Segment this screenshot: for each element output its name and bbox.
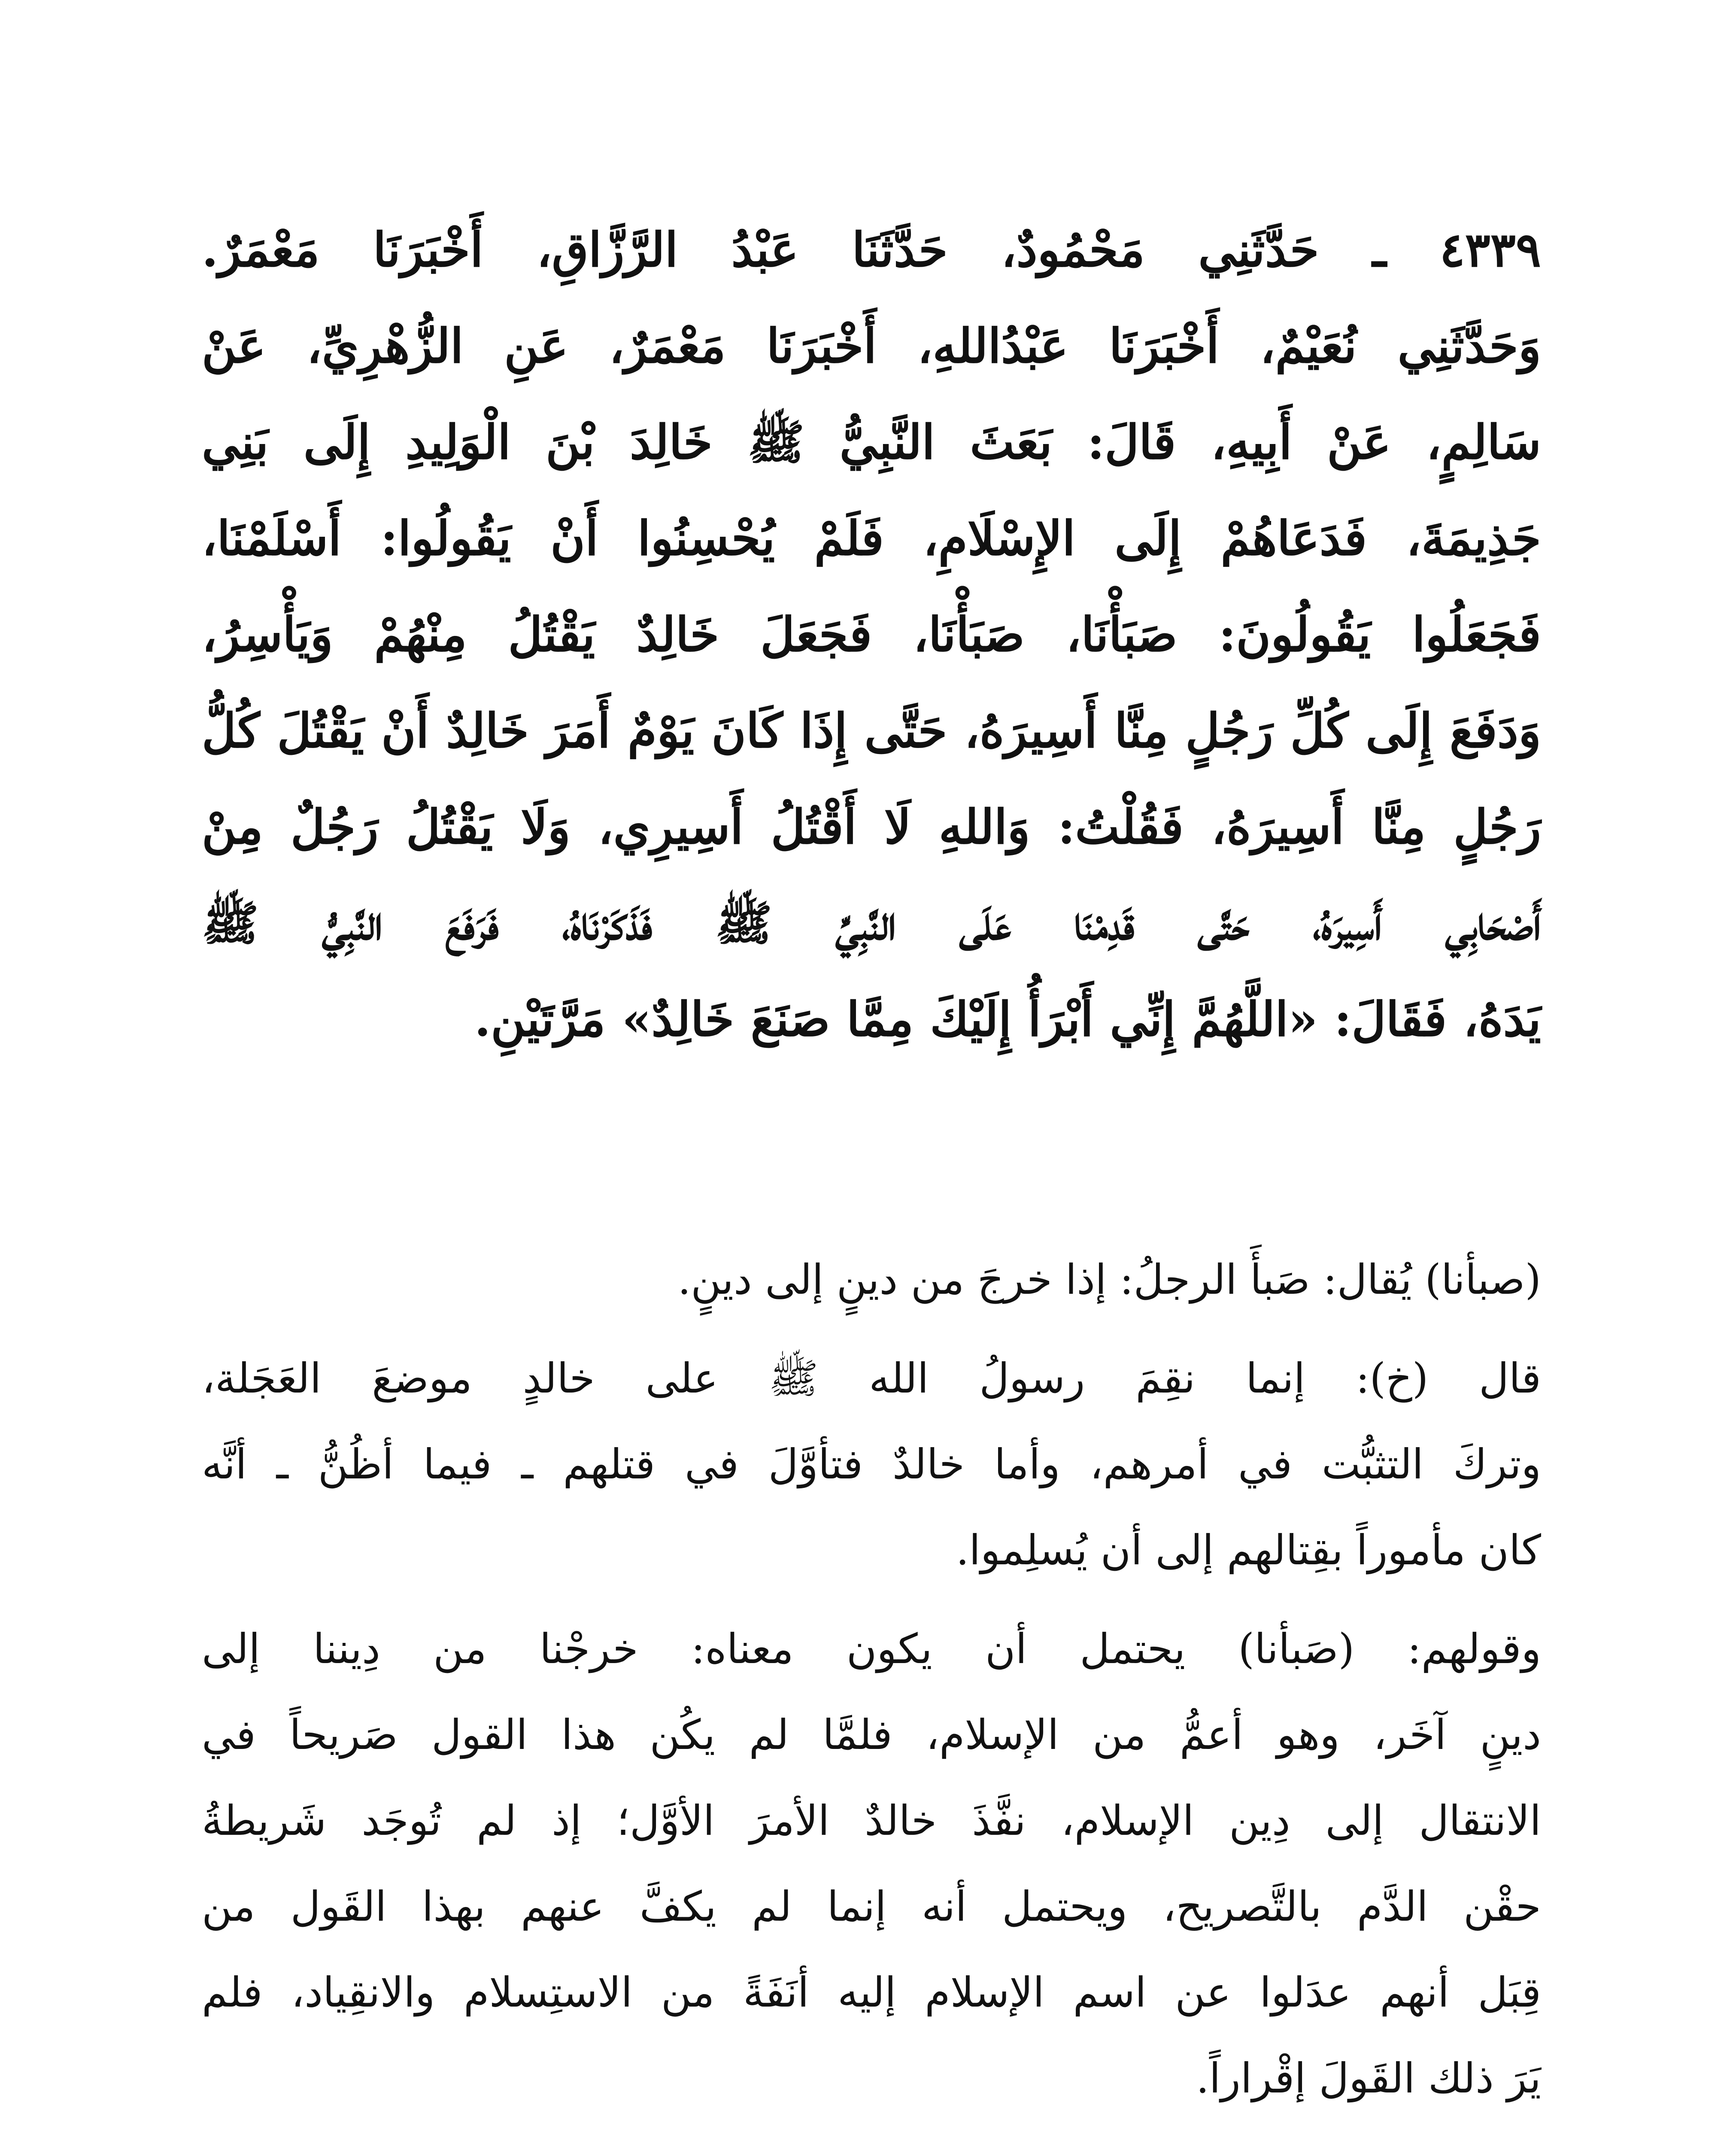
commentary-line: حقْن الدَّم بالتَّصريح، ويحتمل أنه إنما لم يكفَّ عنهم بهذا القَول من	[202, 1882, 1541, 1931]
commentary-line: وقولهم: (صَبأنا) يحتمل أن يكون معناه: خرجْنا من دِيننا إلى	[202, 1625, 1541, 1673]
commentary-paragraph	[202, 1335, 1541, 1593]
commentary-text	[202, 1237, 1541, 2134]
hadith-line: فَجَعَلُوا يَقُولُونَ: صَبَأْنَا، صَبَأْنَا، فَجَعَلَ خَالِدٌ يَقْتُلُ مِنْهُمْ وَيَأْسِرُ،	[202, 607, 1541, 662]
commentary-line: يَرَ ذلك القَولَ إقْراراً.	[1196, 2054, 1541, 2102]
commentary-line: قِبَل أنهم عدَلوا عن اسم الإسلام إليه أنَفَةً من الاستِسلام والانقِياد، فلم	[202, 1968, 1541, 2016]
hadith-line: رَجُلٍ مِنَّا أَسِيرَهُ، فَقُلْتُ: وَاللهِ لَا أَقْتُلُ أَسِيرِي، وَلَا يَقْتُلُ رَجُلٌ مِنْ	[202, 799, 1541, 855]
commentary-line: كان مأموراً بقِتالهم إلى أن يُسلِموا.	[956, 1526, 1541, 1574]
commentary-line: قال (خ): إنما نقِمَ رسولُ الله ﷺ على خالدٍ موضعَ العَجَلة،	[202, 1354, 1542, 1402]
hadith-line: جَذِيمَةَ، فَدَعَاهُمْ إِلَى الإِسْلَامِ، فَلَمْ يُحْسِنُوا أَنْ يَقُولُوا: أَسْلَمْنَا،	[202, 511, 1541, 566]
hadith-line: أَصْحَابِي أَسِيرَهُ، حَتَّى قَدِمْنَا عَلَى النَّبِيِّ ﷺ فَذَكَرْنَاهُ، فَرَفَعَ النَّبِيُّ ﷺ	[202, 895, 1541, 951]
hadith-line: ٤٣٣٩ ـ حَدَّثَنِي مَحْمُودٌ، حَدَّثَنَا عَبْدُ الرَّزَّاقِ، أَخْبَرَنَا مَعْمَرٌ.	[202, 222, 1541, 277]
hadith-line: يَدَهُ، فَقَالَ: «اللَّهُمَّ إِنِّي أَبْرَأُ إِلَيْكَ مِمَّا صَنَعَ خَالِدٌ» مَرَّتَيْنِ.	[474, 991, 1541, 1047]
hadith-line: سَالِمٍ، عَنْ أَبِيهِ، قَالَ: بَعَثَ النَّبِيُّ ﷺ خَالِدَ بْنَ الْوَلِيدِ إِلَى بَنِي	[202, 414, 1541, 470]
hadith-text	[202, 202, 1541, 1067]
commentary-line: دينٍ آخَر، وهو أعمُّ من الإسلام، فلمَّا لم يكُن هذا القول صَريحاً في	[202, 1711, 1541, 1759]
commentary-line: (صبأنا) يُقال: صَبأَ الرجلُ: إذا خرجَ من دينٍ إلى دينٍ.	[677, 1256, 1541, 1304]
commentary-line: وتركَ التثبُّت في أمرهم، وأما خالدٌ فتأوَّلَ في قتلهم ـ فيما أظُنُّ ـ أنَّه	[202, 1440, 1541, 1488]
commentary-paragraph	[202, 1237, 1541, 1323]
hadith-line: وَدَفَعَ إِلَى كُلِّ رَجُلٍ مِنَّا أَسِيرَهُ، حَتَّى إِذَا كَانَ يَوْمٌ أَمَرَ خَالِدٌ أَنْ يَقْتُلَ كُلُّ	[202, 703, 1541, 758]
commentary-line: الانتقال إلى دِين الإسلام، نفَّذَ خالدٌ الأمرَ الأوَّل؛ إذ لم تُوجَد شَريطةُ	[202, 1797, 1541, 1845]
hadith-line: وَحَدَّثَنِي نُعَيْمٌ، أَخْبَرَنَا عَبْدُاللهِ، أَخْبَرَنَا مَعْمَرٌ، عَنِ الزُّهْرِيِّ، عَنْ	[202, 318, 1541, 374]
commentary-paragraph	[202, 1606, 1541, 2121]
